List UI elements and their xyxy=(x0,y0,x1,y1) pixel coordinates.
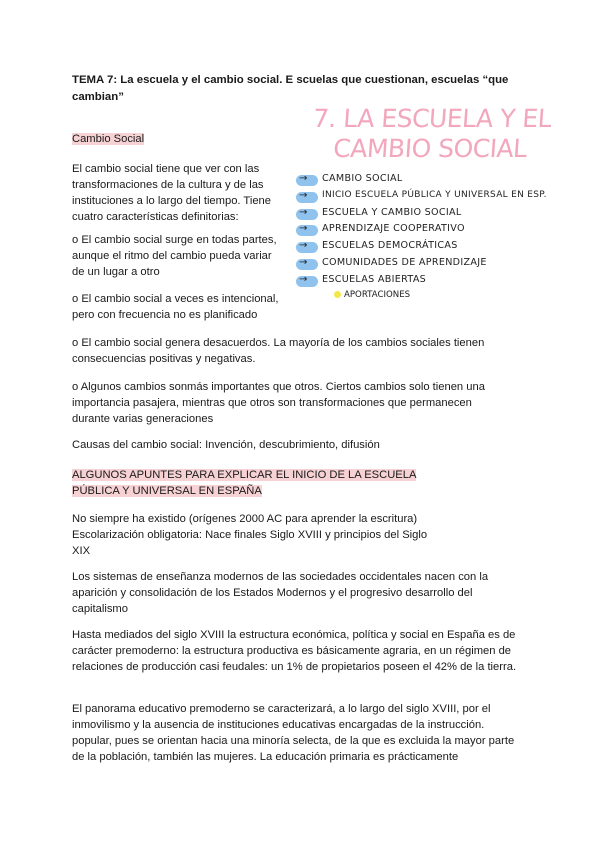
paragraph-causes: Causas del cambio social: Invención, descubrimiento, difusión xyxy=(72,439,380,451)
outline-item-label: APRENDIZAJE COOPERATIVO xyxy=(322,223,465,235)
section-heading-cambio-social xyxy=(72,131,144,147)
outline-item xyxy=(296,172,596,189)
section-heading-escuela-publica xyxy=(72,467,432,499)
section-heading-line-2: PÚBLICA Y UNIVERSAL EN ESPAÑA xyxy=(72,485,262,497)
outline-item-label: ESCUELAS ABIERTAS xyxy=(322,273,427,285)
outline-item xyxy=(296,189,596,206)
paragraph-point-1: o El cambio social surge en todas partes, aunque el ritmo del cambio pueda variar de un lugar a otro xyxy=(72,234,277,278)
paragraph-point-4: o Algunos cambios sonmás importantes que otros. Ciertos cambios solo tienen una importancia pasajera, mientras que otros son transformaciones que permanecen durante varias generaciones xyxy=(72,381,485,425)
outline-item-label: COMUNIDADES DE APRENDIZAJE xyxy=(322,256,487,268)
paragraph-educational-panorama: El panorama educativo premoderno se caracterizará, a lo largo del siglo XVIII, por el inmovilismo y la ausencia de instituciones educativas encargadas de la instrucción. popular, pues se orientan hacia una minoría selecta, de la que es excluida la mayor parte de la población, también las mujeres. La educación primaria es prácticamente xyxy=(72,703,515,763)
outline-item-label: INICIO ESCUELA PÚBLICA Y UNIVERSAL EN ESP. xyxy=(322,189,547,200)
arrow-icon: → xyxy=(299,189,308,201)
outline-subitem-label: APORTACIONES xyxy=(344,289,411,300)
paragraph-point-2: o El cambio social a veces es intencional, pero con frecuencia no es planificado xyxy=(72,293,279,321)
arrow-icon: → xyxy=(299,273,308,285)
section-heading-text: Cambio Social xyxy=(72,133,145,145)
outline-item xyxy=(296,273,596,290)
arrow-icon: → xyxy=(299,206,308,218)
paragraph-origins: No siempre ha existido (orígenes 2000 AC para aprender la escritura) Escolarización obligatoria: Nace finales Siglo XVIII y principios del Siglo XIX xyxy=(72,513,428,557)
handwritten-title: 7. LA ESCUELA Y EL CAMBIO SOCIAL xyxy=(312,104,553,163)
outline-item xyxy=(296,206,596,223)
outline-item-label: ESCUELAS DEMOCRÁTICAS xyxy=(322,240,458,252)
outline-item xyxy=(296,239,596,256)
arrow-icon: → xyxy=(299,240,308,252)
document-title: TEMA 7: La escuela y el cambio social. E scuelas que cuestionan, escuelas “que cambian” xyxy=(72,74,509,103)
paragraph-xviii-structure: Hasta mediados del siglo XVIII la estructura económica, política y social en España es de carácter premoderno: la estructura productiva es básicamente agraria, en un régimen de relaciones de producción casi feudales: un 1% de propietarios poseen el 42% de la tierra. xyxy=(72,629,517,673)
outline-item-label: CAMBIO SOCIAL xyxy=(322,173,403,184)
arrow-icon: → xyxy=(299,223,308,235)
paragraph-modern-systems: Los sistemas de enseñanza modernos de las sociedades occidentales nacen con la aparición y consolidación de los Estados Modernos y el progresivo desarrollo del capitalismo xyxy=(72,571,489,615)
outline-subitem xyxy=(334,290,596,306)
arrow-icon: → xyxy=(299,173,308,184)
bullet-dot-icon xyxy=(334,291,341,298)
outline-item xyxy=(296,256,596,273)
outline-item xyxy=(296,222,596,239)
section-heading-line-1: ALGUNOS APUNTES PARA EXPLICAR EL INICIO DE LA ESCUELA xyxy=(72,469,417,481)
paragraph-point-3: o El cambio social genera desacuerdos. La mayoría de los cambios sociales tienen consecuencias positivas y negativas. xyxy=(72,337,485,365)
handwritten-outline xyxy=(296,172,596,306)
paragraph-intro: El cambio social tiene que ver con las transformaciones de la cultura y de las instituciones a lo largo del tiempo. Tiene cuatro características definitorias: xyxy=(72,163,272,223)
outline-item-label: ESCUELA Y CAMBIO SOCIAL xyxy=(322,206,462,218)
arrow-icon: → xyxy=(299,256,308,268)
